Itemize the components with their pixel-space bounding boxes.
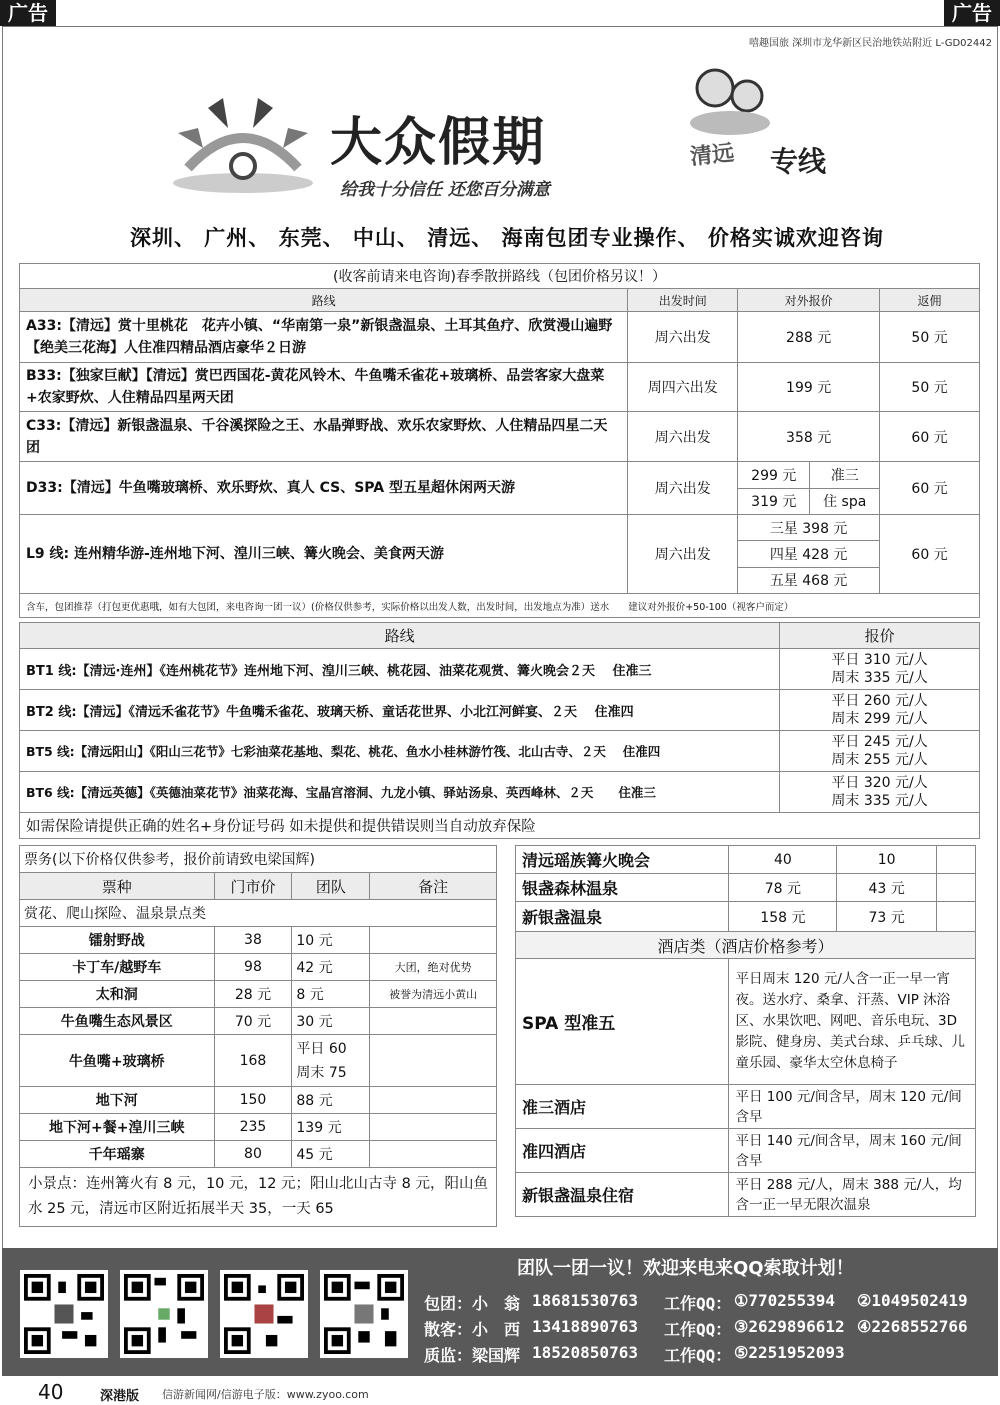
contact-footer bbox=[2, 1248, 998, 1376]
col-route: 路线 bbox=[20, 289, 628, 312]
hotel-desc: 平日 288 元/人，周末 388 元/人，均含一正一早无限次温泉 bbox=[729, 1173, 976, 1217]
ticket-group: 42 元 bbox=[292, 954, 370, 981]
ticket-retail: 235 bbox=[214, 1114, 292, 1141]
ticket-category: 赏花、爬山探险、温泉景点类 bbox=[20, 900, 497, 927]
ticket-retail: 168 bbox=[214, 1035, 292, 1087]
ticket-note bbox=[370, 1141, 497, 1168]
contact-label: 包团：小 翁 bbox=[424, 1294, 521, 1313]
contact-phone[interactable]: 13418890763 bbox=[532, 1317, 638, 1336]
table-row bbox=[20, 772, 980, 813]
ticket-note: 大团，绝对优势 bbox=[370, 954, 497, 981]
route-name: BT2 线:【清远】《清远禾雀花节》牛鱼嘴禾雀花、玻璃天桥、童话花世界、小北江河鲜宴、２天 住准四 bbox=[20, 690, 780, 731]
table-row bbox=[20, 363, 980, 412]
footer-title: 团队一团一议！欢迎来电来QQ索取计划！ bbox=[517, 1258, 854, 1279]
extra-price-b: 10 bbox=[837, 846, 937, 874]
route-name: B33:【独家巨献】【清远】赏巴西国花-黄花风铃木、牛鱼嘴禾雀花+玻璃桥、品尝客家大盘菜+农家野炊、人住精品四星两天团 bbox=[20, 363, 628, 412]
hotel-name: 准三酒店 bbox=[516, 1085, 729, 1129]
qq-number[interactable]: ②1049502419 bbox=[857, 1291, 968, 1310]
extra-price-a: 158 元 bbox=[729, 902, 837, 932]
ticket-note bbox=[370, 1035, 497, 1087]
route-name: BT6 线:【清远英德】《英德油菜花节》油菜花海、宝晶宫溶洞、九龙小镇、驿站汤泉、英西峰林、２天 住准三 bbox=[20, 772, 780, 813]
edition: 深港版 bbox=[100, 1389, 140, 1404]
contact-label: 散客：小 西 bbox=[424, 1320, 521, 1339]
qr-code-icon[interactable] bbox=[20, 1270, 108, 1358]
route-name: D33:【清远】牛鱼嘴玻璃桥、欢乐野炊、真人 CS、SPA 型五星超休闲两天游 bbox=[20, 462, 628, 515]
hotel-desc: 平日 100 元/间含早，周末 120 元/间含早 bbox=[729, 1085, 976, 1129]
insurance-note: 如需保险请提供正确的姓名+身份证号码 如未提供和提供错误则当自动放弃保险 bbox=[20, 813, 980, 839]
ticket-group: 平日 60 bbox=[296, 1040, 347, 1057]
hotel-desc: 平日周末 120 元/人含一正一早一宵夜。送水疗、桑拿、汗蒸、VIP 沐浴区、水果饮吧、网吧、音乐电玩、3D 影院、健身房、美式台球、乒乓球、儿童乐园、豪华太空休息椅子 bbox=[729, 959, 976, 1085]
route-name: C33:【清远】新银盏温泉、千谷溪探险之王、水晶弹野战、欢乐农家野炊、人住精品四星二天团 bbox=[20, 412, 628, 462]
logo-brand: 大众假期 bbox=[330, 113, 547, 173]
qq-number[interactable]: ④2268552766 bbox=[857, 1317, 968, 1336]
table-row bbox=[20, 731, 980, 772]
contact-phone[interactable]: 18681530763 bbox=[532, 1291, 638, 1310]
ticket-group: 88 元 bbox=[292, 1087, 370, 1114]
col-time: 出发时间 bbox=[628, 289, 738, 312]
ticket-note bbox=[370, 1008, 497, 1035]
table-row bbox=[20, 927, 497, 954]
extra-name: 银盏森林温泉 bbox=[516, 874, 729, 902]
route-name: BT1 线:【清远·连州】《连州桃花节》连州地下河、湟川三峡、桃花园、油菜花观赏、篝火晚会２天 住准三 bbox=[20, 649, 780, 690]
tickets-footnote: 小景点：连州篝火有 8 元，10 元，12 元；阳山北山古寺 8 元，阳山鱼水 25 元，清远市区附近拓展半天 35，一天 65 bbox=[20, 1168, 497, 1227]
col-commission: 返佣 bbox=[880, 289, 980, 312]
extra-price-b: 43 元 bbox=[837, 874, 937, 902]
table-row bbox=[20, 412, 980, 462]
spring-note: 含车，包团推荐（打包更优惠哦，如有大包团，来电咨询一团一议）(价格仅供参考，实际价格以出发人数，出发时间，出发地点为准）送水 建议对外报价+50-100（视客户而定） bbox=[20, 594, 980, 618]
ad-tag-right: 广告 bbox=[944, 0, 1000, 26]
route-time: 周六出发 bbox=[628, 312, 738, 363]
contact-label: 质监：梁国辉 bbox=[424, 1346, 521, 1365]
weekday-price: 平日 245 元/人 bbox=[831, 734, 928, 750]
route-price: 288 元 bbox=[738, 312, 880, 363]
logo-slogan: 给我十分信任 还您百分满意 bbox=[340, 180, 550, 200]
extra-name: 清远瑶族篝火晚会 bbox=[516, 846, 729, 874]
qq-number[interactable]: ①770255394 bbox=[734, 1291, 836, 1310]
route-price: 358 元 bbox=[738, 412, 880, 462]
price-option: 三星 398 元 bbox=[738, 515, 879, 541]
table-row bbox=[20, 515, 980, 594]
route-time: 周四六出发 bbox=[628, 363, 738, 412]
table-row bbox=[516, 846, 976, 874]
col-retail: 门市价 bbox=[214, 873, 292, 900]
table-row bbox=[20, 954, 497, 981]
table-row bbox=[20, 1141, 497, 1168]
hotel-name: 准四酒店 bbox=[516, 1129, 729, 1173]
table-row bbox=[20, 462, 980, 515]
sun-logo-icon bbox=[168, 88, 318, 198]
hotel-table bbox=[515, 845, 976, 1217]
extra-name: 新银盏温泉 bbox=[516, 902, 729, 932]
ticket-retail: 28 元 bbox=[214, 981, 292, 1008]
price-option: 299 元 bbox=[738, 462, 810, 488]
tickets-table bbox=[19, 845, 497, 1227]
col-price: 对外报价 bbox=[738, 289, 880, 312]
ticket-retail: 80 bbox=[214, 1141, 292, 1168]
table-row bbox=[20, 1008, 497, 1035]
ticket-group: 139 元 bbox=[292, 1114, 370, 1141]
ticket-name: 牛鱼嘴生态风景区 bbox=[20, 1008, 215, 1035]
flower-routes-table bbox=[19, 622, 980, 839]
weekend-price: 周末 335 元/人 bbox=[831, 670, 928, 686]
table-row bbox=[20, 649, 980, 690]
col-group: 团队 bbox=[292, 873, 370, 900]
weekend-price: 周末 255 元/人 bbox=[831, 752, 928, 768]
site-link[interactable]: 信游新闻网/信游电子版：www.zyoo.com bbox=[162, 1388, 369, 1401]
route-price: 199 元 bbox=[738, 363, 880, 412]
qq-label: 工作QQ： bbox=[664, 1320, 732, 1339]
hotel-title: 酒店类（酒店价格参考） bbox=[516, 932, 976, 959]
route-name: A33:【清远】赏十里桃花 花卉小镇、“华南第一泉”新银盏温泉、土耳其鱼疗、欣赏漫山遍野【绝美三花海】人住准四精品酒店豪华２日游 bbox=[20, 312, 628, 363]
col-ticket: 票种 bbox=[20, 873, 215, 900]
route-commission: 60 元 bbox=[880, 515, 980, 594]
price-option: 319 元 bbox=[738, 488, 810, 514]
ticket-name: 太和洞 bbox=[20, 981, 215, 1008]
qq-label: 工作QQ： bbox=[664, 1294, 732, 1313]
route-time: 周六出发 bbox=[628, 412, 738, 462]
logo-sub: 清远 bbox=[689, 140, 736, 171]
page-number: 40 bbox=[38, 1380, 64, 1404]
table-row bbox=[516, 1085, 976, 1129]
qr-code-icon[interactable] bbox=[120, 1270, 208, 1358]
route-name: BT5 线:【清远阳山】《阳山三花节》七彩油菜花基地、梨花、桃花、鱼水小桂林游竹筏、北山古寺、２天 住准四 bbox=[20, 731, 780, 772]
weekday-price: 平日 320 元/人 bbox=[831, 775, 928, 791]
col-note: 备注 bbox=[370, 873, 497, 900]
qq-label: 工作QQ： bbox=[664, 1346, 732, 1365]
table-row bbox=[20, 1114, 497, 1141]
price-split bbox=[738, 515, 879, 593]
ticket-note: 被誉为清远小黄山 bbox=[370, 981, 497, 1008]
table-row bbox=[20, 981, 497, 1008]
ticket-group-weekend: 周末 75 bbox=[296, 1064, 347, 1081]
ticket-note bbox=[370, 927, 497, 954]
qq-number[interactable]: ③2629896612 bbox=[734, 1317, 845, 1336]
logo-line: 专线 bbox=[770, 145, 827, 178]
extra-price-b: 73 元 bbox=[837, 902, 937, 932]
table-row bbox=[20, 1035, 497, 1087]
route-commission: 50 元 bbox=[880, 312, 980, 363]
weekend-price: 周末 299 元/人 bbox=[831, 711, 928, 727]
ticket-name: 地下河 bbox=[20, 1087, 215, 1114]
ticket-name: 牛鱼嘴+玻璃桥 bbox=[20, 1035, 215, 1087]
weekday-price: 平日 310 元/人 bbox=[831, 652, 928, 668]
price-option-note: 住 spa bbox=[823, 494, 867, 511]
route-name: L9 线: 连州精华游-连州地下河、湟川三峡、篝火晚会、美食两天游 bbox=[20, 515, 628, 594]
ticket-group: 30 元 bbox=[292, 1008, 370, 1035]
table-row bbox=[516, 1129, 976, 1173]
header-note: 嘻趣国旅 深圳市龙华新区民治地铁站附近 L-GD02442 bbox=[749, 38, 992, 49]
qr-code-icon[interactable] bbox=[320, 1270, 408, 1358]
table-row bbox=[20, 1087, 497, 1114]
weekday-price: 平日 260 元/人 bbox=[831, 693, 928, 709]
table-row bbox=[516, 902, 976, 932]
page-footer bbox=[0, 1380, 1000, 1405]
table-row bbox=[516, 959, 976, 1085]
spring-routes-table bbox=[19, 263, 980, 618]
price-option: 五星 468 元 bbox=[769, 573, 848, 590]
ticket-retail: 98 bbox=[214, 954, 292, 981]
price-split bbox=[738, 462, 879, 514]
route-time: 周六出发 bbox=[628, 462, 738, 515]
mascot-icon bbox=[685, 58, 775, 138]
route-commission: 60 元 bbox=[880, 412, 980, 462]
ticket-group: 8 元 bbox=[292, 981, 370, 1008]
extra-price-a: 78 元 bbox=[729, 874, 837, 902]
ticket-name: 卡丁车/越野车 bbox=[20, 954, 215, 981]
table-row bbox=[516, 874, 976, 902]
hotel-name: SPA 型准五 bbox=[516, 959, 729, 1085]
ticket-group: 45 元 bbox=[292, 1141, 370, 1168]
route-commission: 50 元 bbox=[880, 363, 980, 412]
ticket-note bbox=[370, 1087, 497, 1114]
weekend-price: 周末 335 元/人 bbox=[831, 793, 928, 809]
ticket-name: 镭射野战 bbox=[20, 927, 215, 954]
table-row bbox=[20, 312, 980, 363]
hotel-name: 新银盏温泉住宿 bbox=[516, 1173, 729, 1217]
ad-tag-left: 广告 bbox=[0, 0, 56, 26]
extra-price-a: 40 bbox=[729, 846, 837, 874]
ticket-group: 10 元 bbox=[292, 927, 370, 954]
ticket-note bbox=[370, 1114, 497, 1141]
table-row bbox=[20, 690, 980, 731]
table-row bbox=[516, 1173, 976, 1217]
qr-code-icon[interactable] bbox=[220, 1270, 308, 1358]
ticket-name: 千年瑶寨 bbox=[20, 1141, 215, 1168]
ticket-retail: 150 bbox=[214, 1087, 292, 1114]
ticket-name: 地下河+餐+湟川三峡 bbox=[20, 1114, 215, 1141]
price-option: 四星 428 元 bbox=[738, 541, 879, 567]
spring-title: (收客前请来电咨询)春季散拼路线（包团价格另议！） bbox=[20, 264, 980, 289]
cities-banner: 深圳、 广州、 东莞、 中山、 清远、 海南包团专业操作、 价格实诚欢迎咨询 bbox=[130, 226, 884, 250]
ticket-retail: 70 元 bbox=[214, 1008, 292, 1035]
ticket-retail: 38 bbox=[214, 927, 292, 954]
contact-phone[interactable]: 18520850763 bbox=[532, 1343, 638, 1362]
col-route: 路线 bbox=[20, 623, 780, 649]
route-time: 周六出发 bbox=[628, 515, 738, 594]
price-option-note: 准三 bbox=[810, 462, 879, 488]
route-commission: 60 元 bbox=[880, 462, 980, 515]
qq-number[interactable]: ⑤2251952093 bbox=[734, 1343, 845, 1362]
tickets-title: 票务(以下价格仅供参考，报价前请致电梁国辉) bbox=[20, 846, 497, 873]
hotel-desc: 平日 140 元/间含早，周末 160 元/间含早 bbox=[729, 1129, 976, 1173]
col-price: 报价 bbox=[780, 623, 980, 649]
